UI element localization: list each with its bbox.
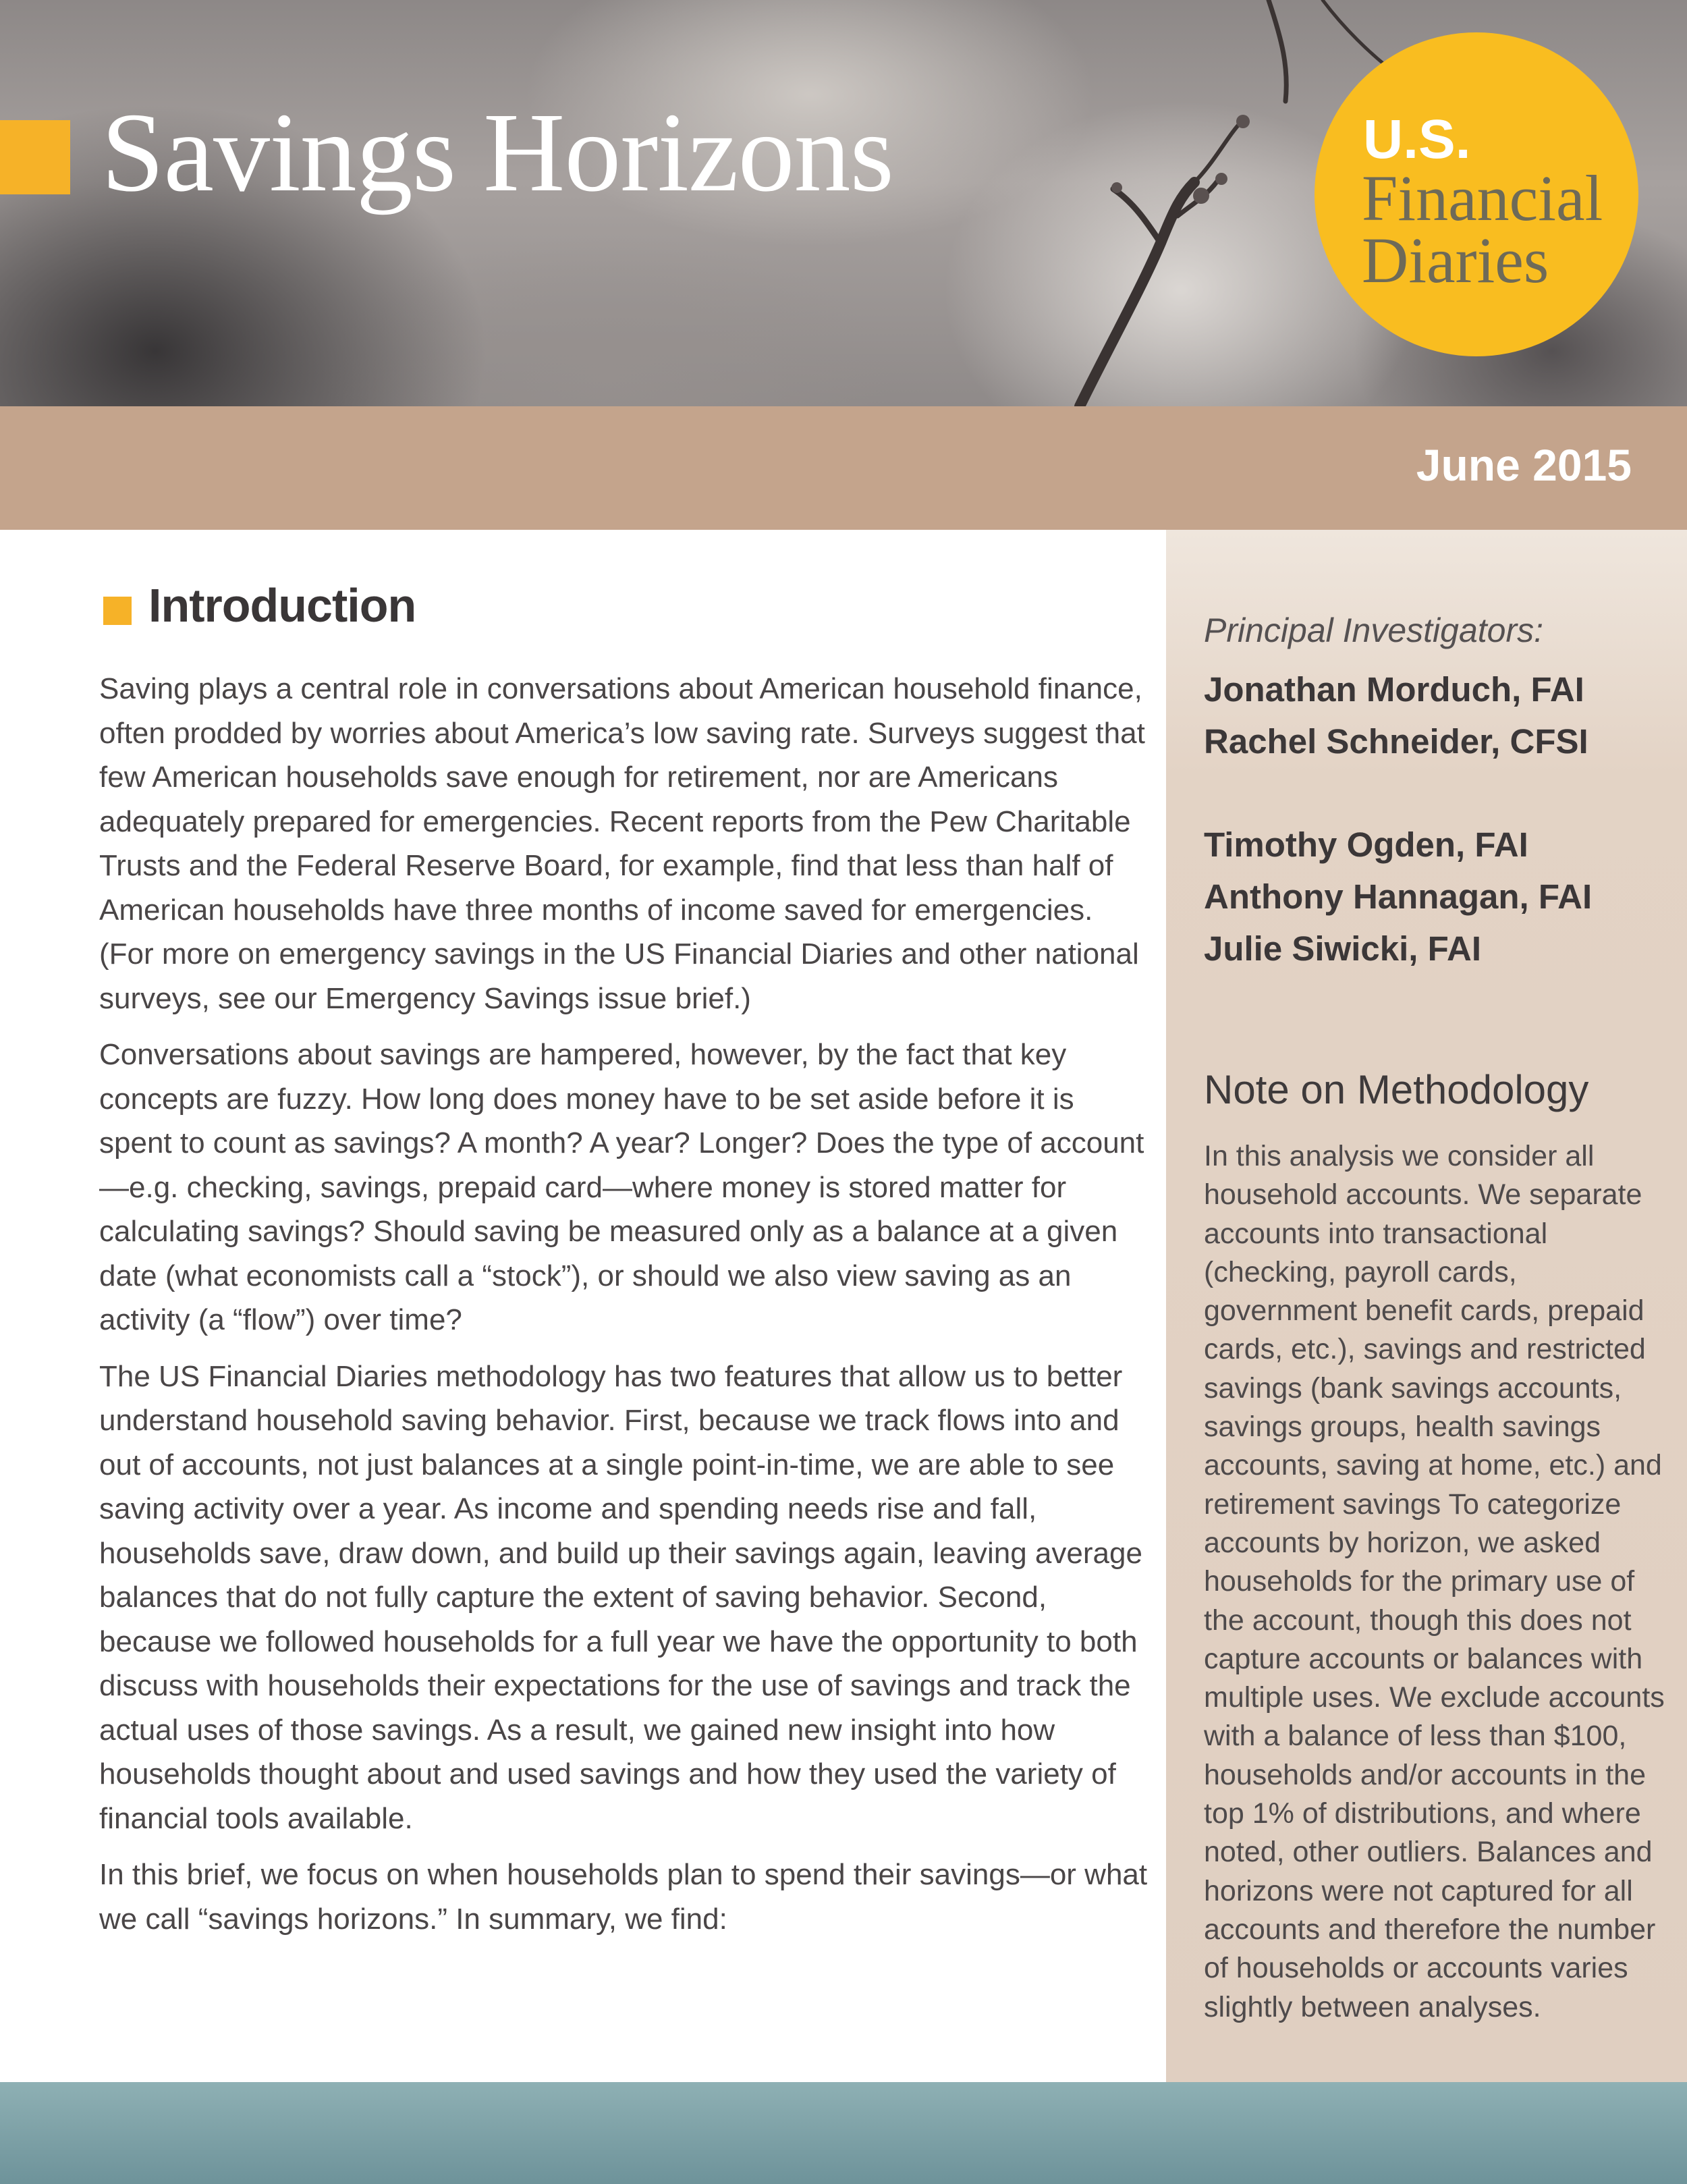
investigator-name: Jonathan Morduch, FAI	[1204, 670, 1584, 709]
body-paragraph: Saving plays a central role in conversations about American household finance, often prodded by worries about America’s low saving rate. Surveys suggest that few American households save enough for retirement, nor are Americans adequately prepared for emergencies. Recent reports from the Pew Charitable Trusts and the Federal Reserve Board, for example, find that less than half of American households have three months of income saved for emergencies. (For more on emergency savings in the US Financial Diaries and other national surveys, see our Emergency Savings issue brief.)	[99, 672, 1145, 1015]
principal-investigators-list	[1204, 663, 1588, 767]
team-member-name: Anthony Hannagan, FAI	[1204, 877, 1593, 916]
section-accent-square	[103, 597, 132, 625]
title-accent-square	[0, 120, 70, 194]
sidebar	[1166, 530, 1687, 2082]
methodology-heading: Note on Methodology	[1204, 1067, 1589, 1112]
introduction-heading: Introduction	[148, 579, 416, 632]
us-financial-diaries-logo	[1315, 32, 1638, 356]
logo-line-financial: Financial	[1362, 162, 1603, 234]
logo-line-diaries: Diaries	[1362, 224, 1549, 296]
methodology-text: In this analysis we consider all household accounts. We separate accounts into transactional (checking, payroll cards, government benefit cards, prepaid cards, etc.), savings and restricted savings (bank savings accounts, savings groups, health savings accounts, saving at home, etc.) and retirement savings To categorize accounts by horizon, we asked households for the primary use of the account, though this does not capture accounts or balances with multiple uses. We exclude accounts with a balance of less than $100, households and/or accounts in the top 1% of distributions, and where noted, other outliers. Balances and horizons were not captured for all accounts and therefore the number of households or accounts varies slightly between analyses.	[1204, 1140, 1665, 2023]
publication-date: June 2015	[1416, 440, 1632, 490]
team-member-name: Timothy Ogden, FAI	[1204, 825, 1528, 864]
page-title: Savings Horizons	[101, 90, 893, 215]
header-banner	[0, 0, 1687, 406]
team-list	[1204, 819, 1592, 975]
body-paragraph: The US Financial Diaries methodology has two features that allow us to better understand household saving behavior. First, because we track flows into and out of accounts, not just balances at a single point-in-time, we are able to see saving activity over a year. As income and spending needs rise and fall, households save, draw down, and build up their savings again, leaving average balances that do not fully capture the extent of saving behavior. Second, because we followed households for a full year we have the opportunity to both discuss with households their expectations for the use of savings and track the actual uses of those savings. As a result, we gained new insight into how households thought about and used savings and how they used the variety of financial tools available.	[99, 1359, 1142, 1835]
date-band	[0, 406, 1687, 530]
logo-line-us: U.S.	[1363, 109, 1471, 170]
footer-band	[0, 2082, 1687, 2184]
body-paragraph: In this brief, we focus on when households plan to spend their savings—or what we call “savings horizons.” In summary, we find:	[99, 1858, 1148, 1936]
investigator-name: Rachel Schneider, CFSI	[1204, 722, 1588, 761]
introduction-body	[99, 667, 1152, 1953]
principal-investigators-label: Principal Investigators:	[1204, 611, 1544, 649]
body-paragraph: Conversations about savings are hampered, however, by the fact that key concepts are fuzzy. How long does money have to be set aside before it is spent to count as savings? A month? A year? Longer? Does the type of account—e.g. checking, savings, prepaid card—where money is stored matter for calculating savings? Should saving be measured only as a balance at a given date (what economists call a “stock”), or should we also view saving as an activity (a “flow”) over time?	[99, 1038, 1144, 1336]
team-member-name: Julie Siwicki, FAI	[1204, 929, 1481, 968]
